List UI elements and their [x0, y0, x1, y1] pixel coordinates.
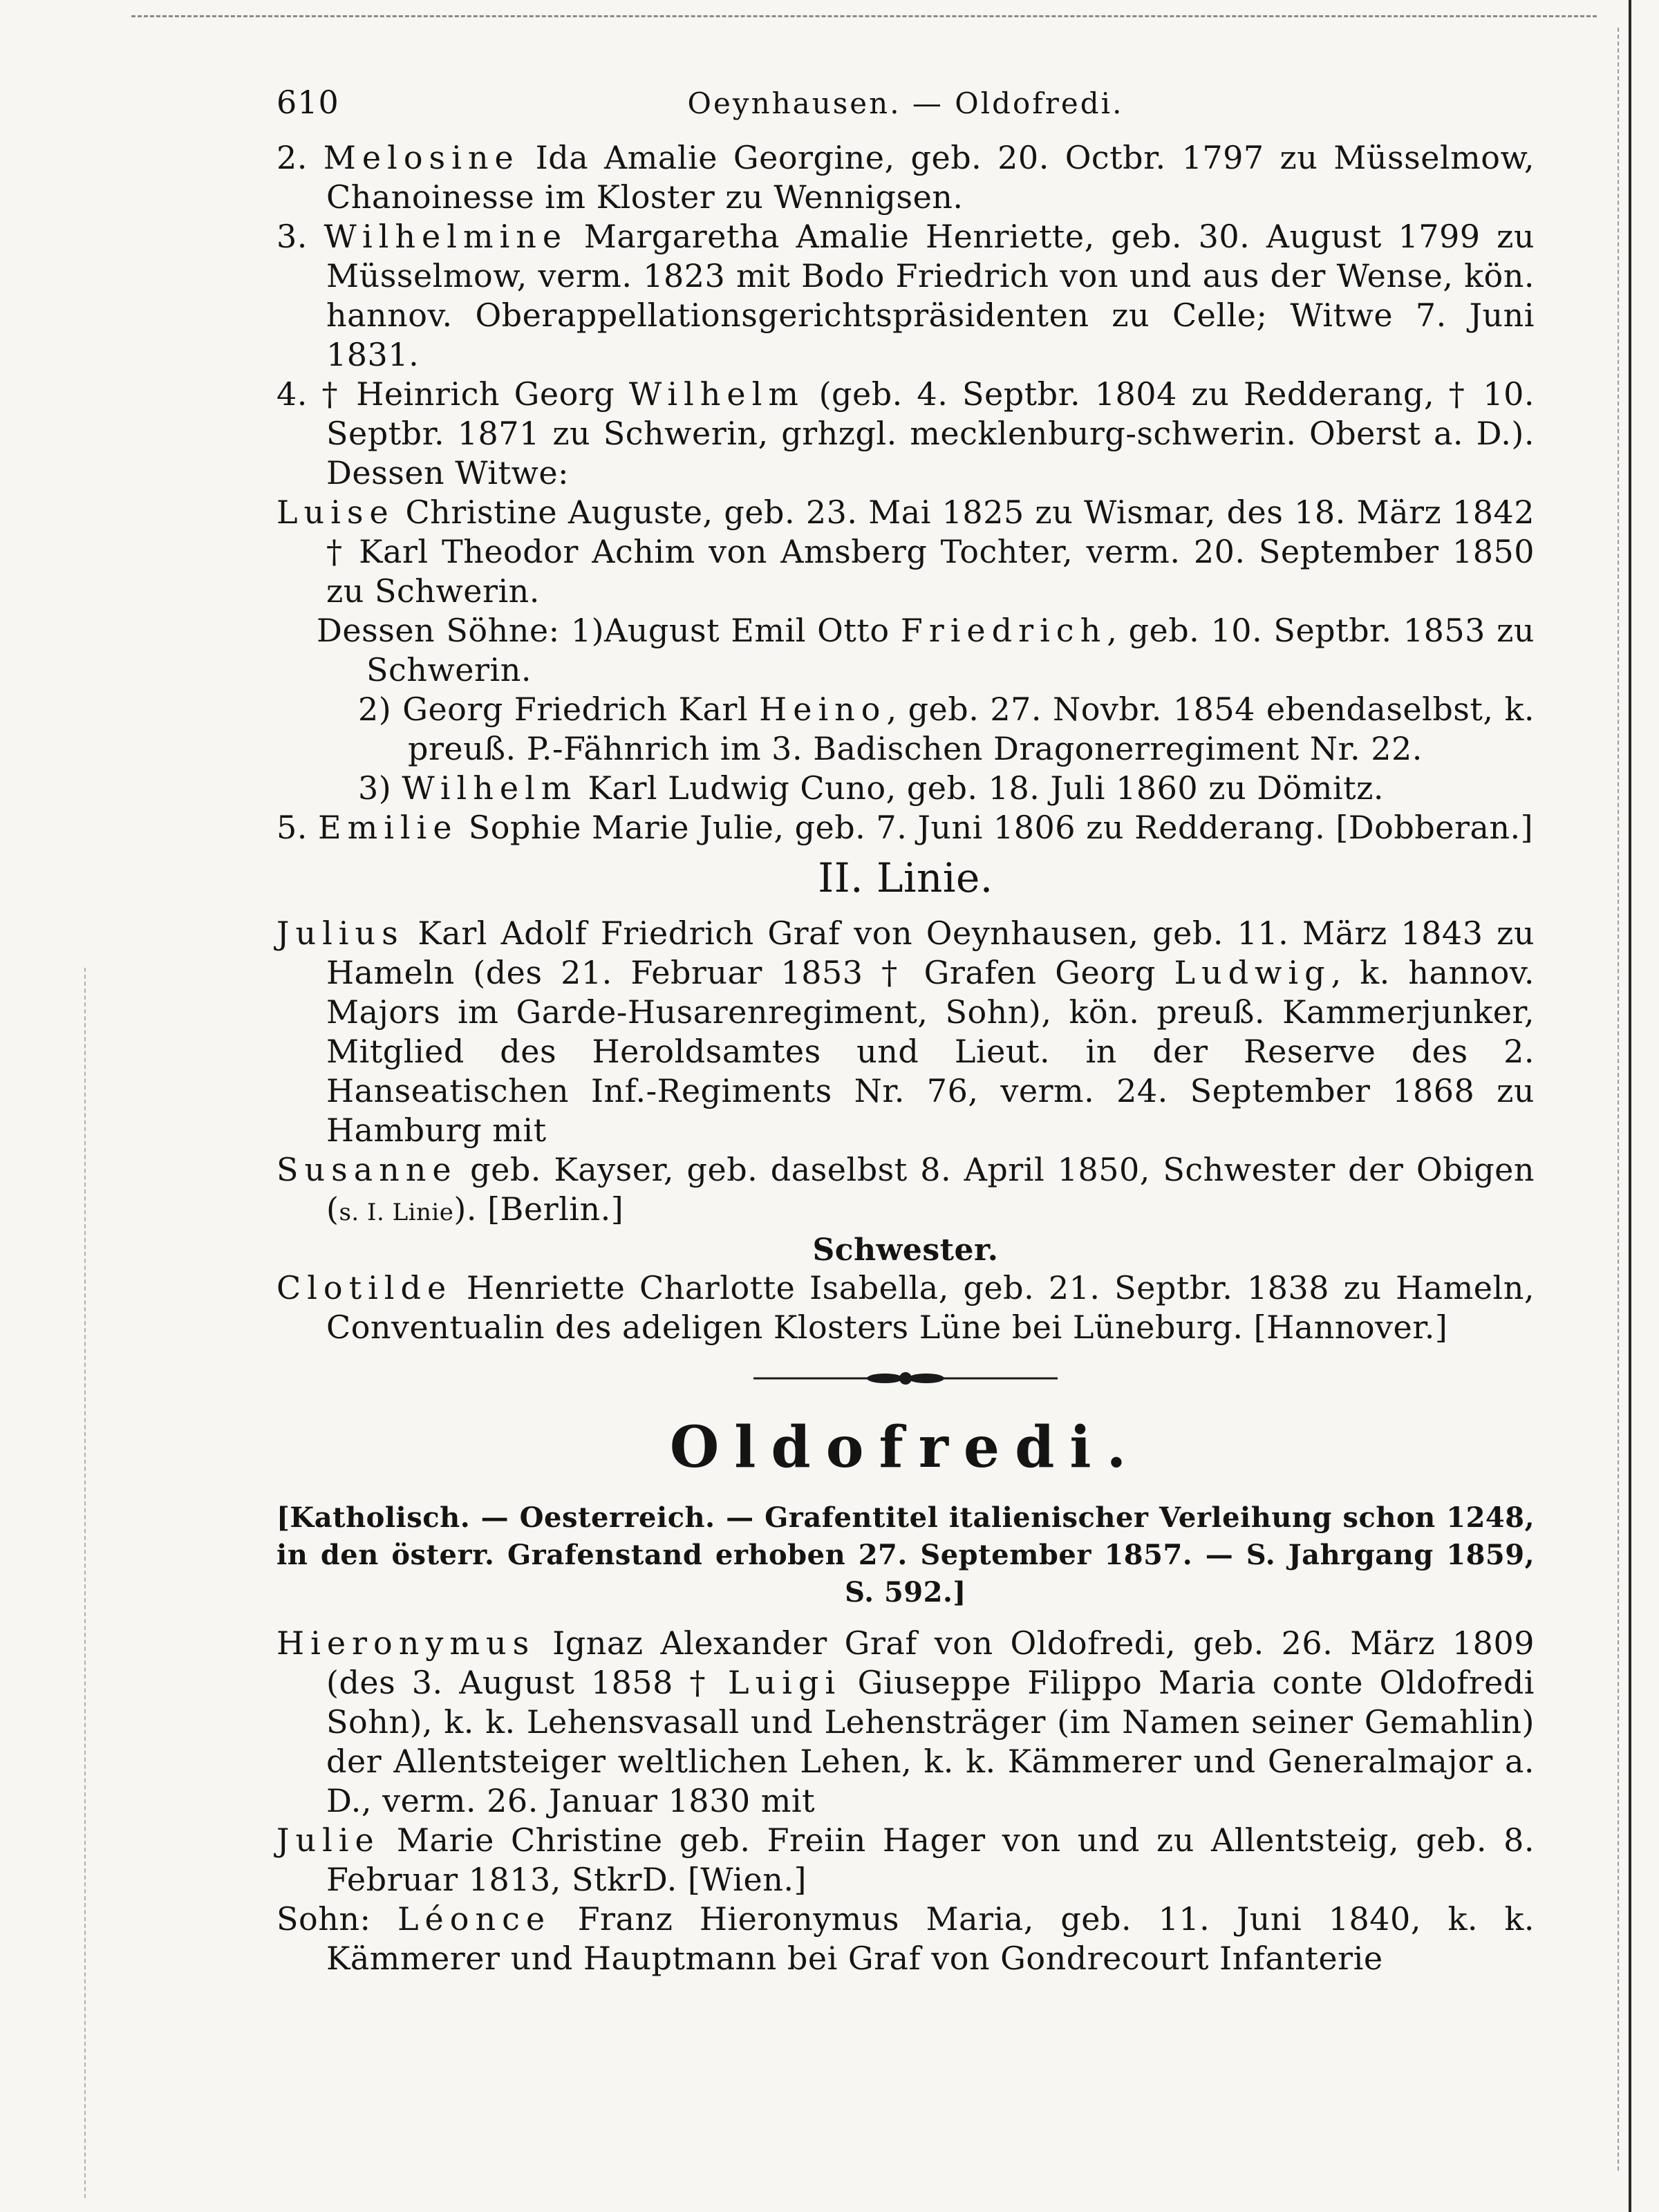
given-name: Clotilde [276, 1269, 453, 1306]
section-heading-second-line: II. Linie. [818, 854, 993, 901]
given-name: Heino [759, 691, 887, 728]
given-name: Friedrich [900, 612, 1107, 649]
entry-emilie: 5. Emilie Sophie Marie Julie, geb. 7. Juni 1806 zu Redderang. [Dobberan.] [276, 809, 1534, 846]
given-name: Emilie [318, 809, 458, 846]
entry-heinrich-wilhelm: 4. † Heinrich Georg Wilhelm (geb. 4. Septbr. 1804 zu Redderang, † 10. Septbr. 1871 zu Schwerin, grhzgl. mecklenburg-schwerin. Oberst a. D.). Dessen Witwe: [276, 375, 1535, 491]
given-name: Wilhelm [628, 375, 805, 413]
entry-leonce: Sohn: Léonce Franz Hieronymus Maria, geb. 11. Juni 1840, k. k. Kämmerer und Hauptmann bei Graf von Gondrecourt Infanterie [276, 1900, 1535, 1977]
page-edge-top [131, 15, 1597, 17]
entry-son-2: 2) Georg Friedrich Karl Heino, geb. 27. Novbr. 1854 ebendaselbst, k. preuß. P.-Fähnrich im 3. Badischen Dragonerregiment Nr. 22. [358, 691, 1535, 767]
given-name: Julie [276, 1821, 380, 1859]
entry-melosine: 2. Melosine Ida Amalie Georgine, geb. 20. Octbr. 1797 zu Müsselmow, Chanoinesse im Kloster zu Wennigsen. [276, 139, 1535, 216]
given-name: Léonce [397, 1900, 552, 1938]
subheading-sister: Schwester. [812, 1232, 999, 1268]
family-title: Oldofredi. [669, 1414, 1142, 1481]
section-divider-ornament [753, 1368, 1058, 1389]
given-name: Susanne [276, 1151, 458, 1188]
entry-julie: Julie Marie Christine geb. Freiin Hager von und zu Allentsteig, geb. 8. Februar 1813, StkrD. [Wien.] [276, 1821, 1535, 1898]
entry-susanne: Susanne geb. Kayser, geb. daselbst 8. April 1850, Schwester der Obigen (s. I. Linie). [Berlin.] [276, 1151, 1535, 1228]
running-title: Oeynhausen. — Oldofredi. [687, 86, 1124, 120]
entry-son-3: 3) Wilhelm Karl Ludwig Cuno, geb. 18. Juli 1860 zu Dömitz. [358, 769, 1384, 807]
page-edge-left [84, 968, 86, 2198]
page-edge-right-shadow [1618, 28, 1620, 2171]
entry-widow-luise: Luise Christine Auguste, geb. 23. Mai 1825 zu Wismar, des 18. März 1842 † Karl Theodor Achim von Amsberg Tochter, verm. 20. September 1850 zu Schwerin. [276, 494, 1535, 610]
cross-reference: s. I. Linie [339, 1199, 454, 1226]
son-label: Sohn: [276, 1900, 371, 1938]
sons-intro: Dessen Söhne: [317, 612, 560, 649]
father-name: Ludwig [1174, 954, 1331, 991]
page-number: 610 [276, 84, 339, 121]
entry-julius: Julius Karl Adolf Friedrich Graf von Oeynhausen, geb. 11. März 1843 zu Hameln (des 21. Februar 1853 † Grafen Georg Ludwig, k. hannov. Majors im Garde-Husarenregiment, Sohn), kön. preuß. Kammerjunker, Mitglied des Heroldsamtes und Lieut. in der Reserve des 2. Hanseatischen Inf.-Regiments Nr. 76, verm. 24. September 1868 zu Hamburg mit [276, 915, 1535, 1149]
given-name: Melosine [323, 139, 520, 176]
father-name: Luigi [728, 1664, 842, 1701]
given-name: Julius [276, 915, 404, 952]
given-name: Wilhelmine [324, 218, 568, 255]
page-body [276, 83, 1535, 1978]
given-name: Hieronymus [276, 1624, 536, 1662]
entry-clotilde: Clotilde Henriette Charlotte Isabella, geb. 21. Septbr. 1838 zu Hameln, Conventualin des adeligen Klosters Lüne bei Lüneburg. [Hannover.] [276, 1269, 1535, 1346]
entry-son-1: Dessen Söhne: 1)August Emil Otto Friedrich, geb. 10. Septbr. 1853 zu Schwerin. [317, 612, 1535, 688]
entry-wilhelmine: 3. Wilhelmine Margaretha Amalie Henriette, geb. 30. August 1799 zu Müsselmow, verm. 1823 mit Bodo Friedrich von und aus der Wense, kön. hannov. Oberappellationsgerichtspräsidenten zu Celle; Witwe 7. Juni 1831. [276, 218, 1535, 373]
family-note: [Katholisch. — Oesterreich. — Grafentitel italienischer Verleihung schon 1248, in den österr. Grafenstand erhoben 27. September 1857. — S. Jahrgang 1859, S. 592.] [276, 1501, 1535, 1609]
page-edge-right [1629, 0, 1631, 2212]
running-header [276, 83, 1535, 138]
entry-hieronymus: Hieronymus Ignaz Alexander Graf von Oldofredi, geb. 26. März 1809 (des 3. August 1858 † Luigi Giuseppe Filippo Maria conte Oldofredi Sohn), k. k. Lehensvasall und Lehensträger (im Namen seiner Gemahlin) der Allentsteiger weltlichen Lehen, k. k. Kämmerer und Generalmajor a. D., verm. 26. Januar 1830 mit [276, 1624, 1535, 1819]
given-name: Wilhelm [402, 769, 578, 807]
given-name: Luise [276, 494, 395, 531]
